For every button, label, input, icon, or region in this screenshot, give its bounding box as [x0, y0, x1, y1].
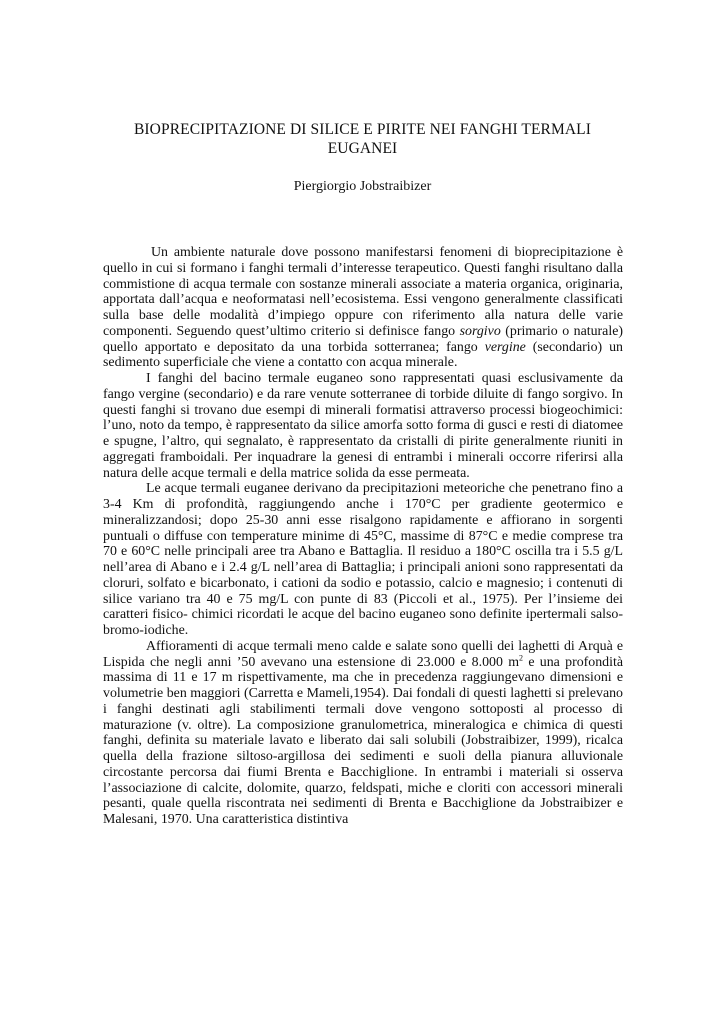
paragraph-1 [103, 245, 623, 371]
term-vergine: vergine [484, 339, 526, 355]
paragraph-3: Le acque termali euganee derivano da precipitazioni meteoriche che penetrano fino a 3-4 Km di profondità, raggiungendo anche i 170°C per gradiente geotermico e mineralizzandosi; dopo 25-30 anni esse risalgono rapidamente e affiorano in sorgenti puntuali o diffuse con temperature minime di 45°C, massime di 87°C e medie comprese tra 70 e 60°C nelle principali aree tra Abano e Battaglia. Il residuo a 180°C oscilla tra i 5.5 g/L nell’area di Abano e i 2.4 g/L nell’area di Battaglia; i principali anioni sono rappresentati da cloruri, solfato e bicarbonato, i cationi da sodio e potassio, calcio e magnesio; i contenuti di silice variano tra 40 e 75 mg/L con punte di 83 (Piccoli et al., 1975). Per l’insieme dei caratteri fisico- chimici ricordati le acque del bacino euganeo sono definite ipertermali salso-bromo-iodiche. [103, 481, 623, 638]
paragraph-4 [103, 639, 623, 828]
paragraph-4-part-1: Affioramenti di acque termali meno calde e salate sono quelli dei laghetti di Arquà e Lispida che negli anni ’50 avevano una estensione di 23.000 e 8.000 m [103, 638, 623, 670]
term-sorgivo: sorgivo [459, 323, 501, 339]
body-text [103, 245, 623, 828]
superscript-exponent: 2 [519, 652, 524, 662]
paper-title: BIOPRECIPITAZIONE DI SILICE E PIRITE NEI FANGHI TERMALI EUGANEI [133, 121, 592, 157]
paragraph-1-part-1: Un ambiente naturale dove possono manifestarsi fenomeni di bioprecipitazione è quello in cui si formano i fanghi termali d’interesse terapeutico. Questi fanghi risultano dalla commistione di acqua termale con sostanze minerali associate a materia organica, originaria, apportata dall’acqua e neoformatasi nell’ecosistema. Essi vengono generalmente classificati sulla base delle modalità d’impiego oppure con riferimento alla natura delle varie componenti. Seguendo quest’ultimo criterio si definisce fango [103, 245, 623, 339]
paragraph-4-part-2: e una profondità massima di 11 e 17 m rispettivamente, ma che in precedenza raggiungevano dimensioni e volumetrie ben maggiori (Carretta e Mameli,1954). Dai fondali di questi laghetti si prelevano i fanghi destinati agli stabilimenti termali dove vengono sottoposti al processo di maturazione (v. oltre). La composizione granulometrica, mineralogica e chimica di questi fanghi, definita su materiale lavato e liberato dai sali solubili (Jobstraibizer, 1999), ricalca quella della frazione siltoso-argillosa dei sedimenti e suoli della pianura alluvionale circostante percorsa dai fiumi Brenta e Bacchiglione. In entrambi i materiali si osserva l’associazione di calcite, dolomite, quarzo, feldspati, miche e cloriti con accessori minerali pesanti, quale quella riscontrata nei sedimenti di Brenta e Bacchiglione da Jobstraibizer e Malesani, 1970. Una caratteristica distintiva [103, 654, 623, 827]
author-name: Piergiorgio Jobstraibizer [293, 179, 432, 194]
paragraph-1-part-2: (primario o naturale) quello apportato e depositato da una torbida sotterranea; fango [103, 323, 623, 355]
paragraph-1-part-3: (secondario) un sedimento superficiale che viene a contatto con acqua minerale. [103, 339, 623, 371]
paragraph-2: I fanghi del bacino termale euganeo sono rappresentati quasi esclusivamente da fango vergine (secondario) e da rare venute sotterranee di torbide diluite di fango sorgivo. In questi fanghi si trovano due esempi di minerali formatisi attraverso processi biogeochimici: l’uno, noto da tempo, è rappresentato da silice amorfa sotto forma di gusci e resti di diatomee e spugne, l’altro, qui segnalato, è rappresentato da cristalli di pirite generalmente riuniti in aggregati framboidali. Per inquadrare la genesi di entrambi i minerali occorre riferirsi alla natura delle acque termali e della matrice solida da esse permeata. [103, 371, 623, 481]
